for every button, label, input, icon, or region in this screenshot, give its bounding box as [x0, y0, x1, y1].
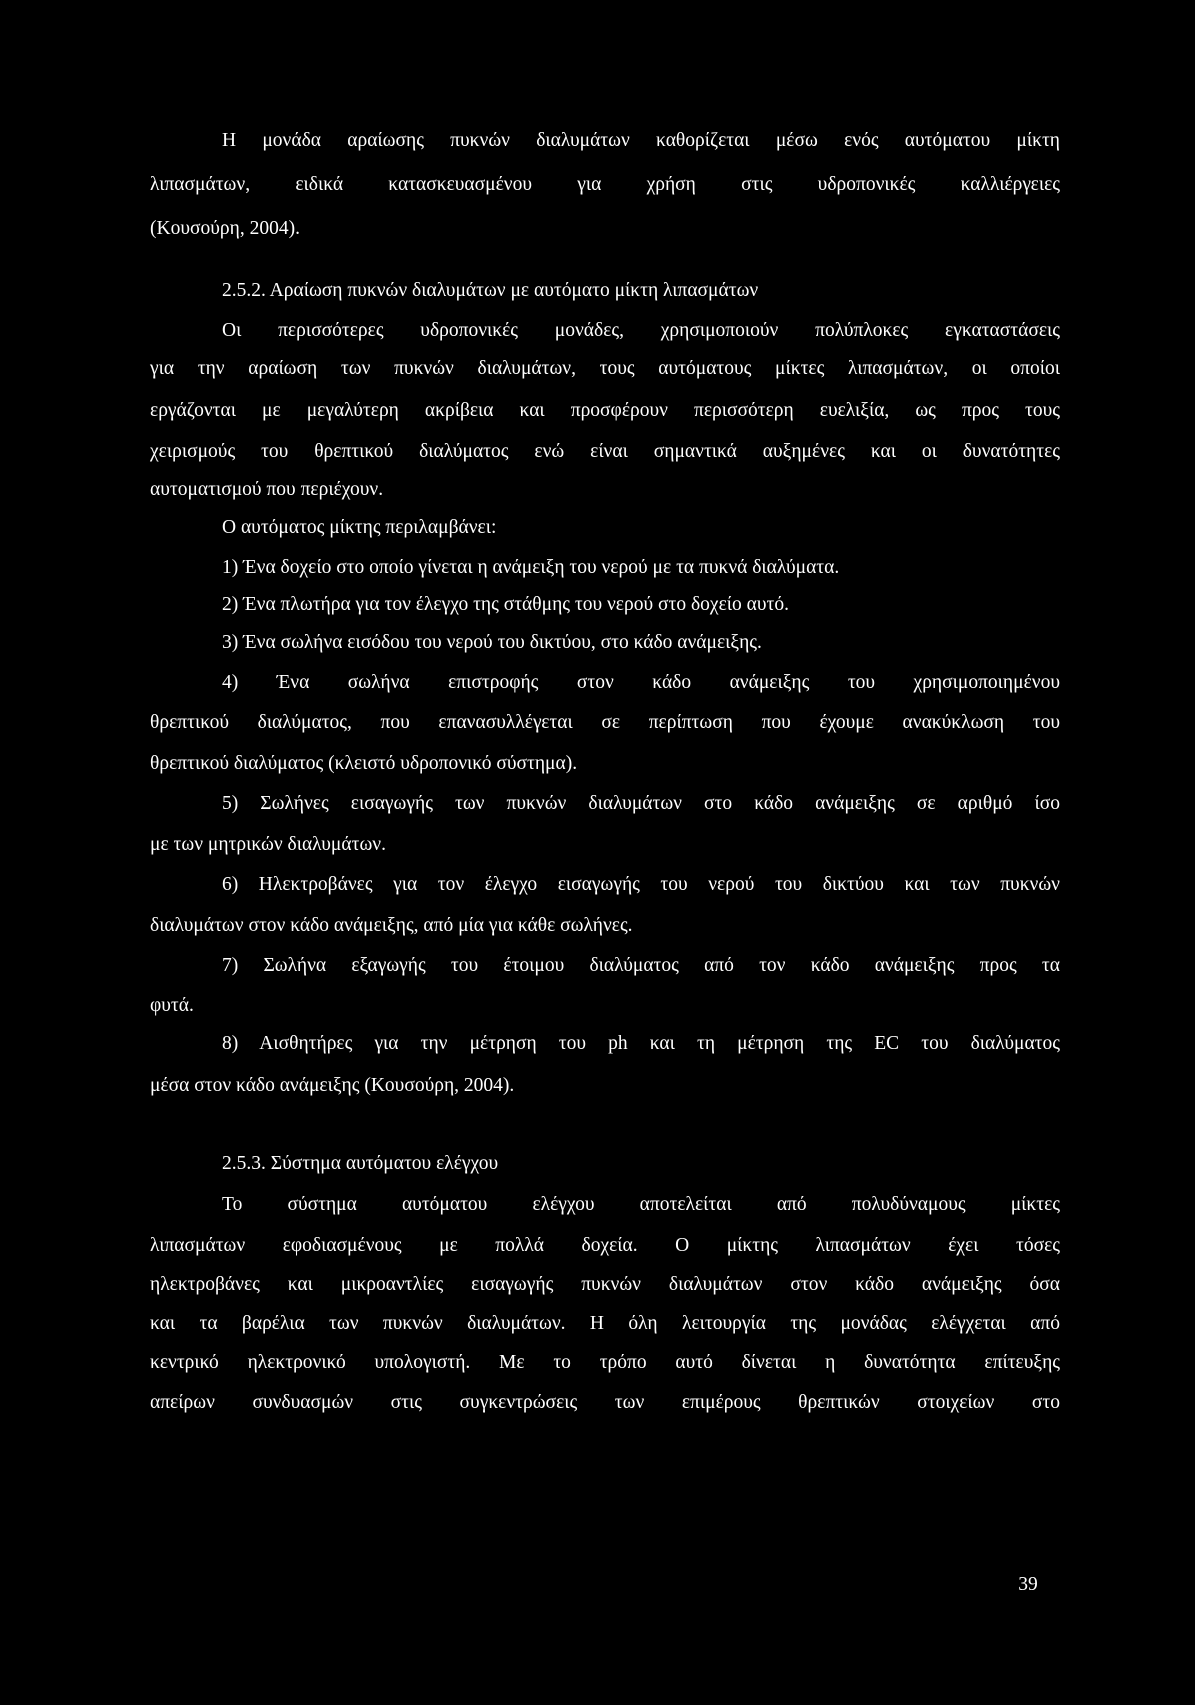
- list-item-7-cont: φυτά.: [150, 995, 194, 1016]
- paragraph-line: χειρισμούς του θρεπτικού διαλύματος ενώ είναι σημαντικά αυξημένες και οι δυνατότητες: [150, 441, 1060, 462]
- list-item-7: 7) Σωλήνα εξαγωγής του έτοιμου διαλύματος από τον κάδο ανάμειξης προς τα: [222, 955, 1060, 976]
- list-item-4: 4) Ένα σωλήνα επιστροφής στον κάδο ανάμειξης του χρησιμοποιημένου: [222, 672, 1060, 693]
- intro-line: λιπασμάτων, ειδικά κατασκευασμένου για χρήση στις υδροπονικές καλλιέργειες: [150, 174, 1060, 195]
- section-heading-2-5-3: 2.5.3. Σύστημα αυτόματου ελέγχου: [222, 1153, 499, 1174]
- paragraph-line: για την αραίωση των πυκνών διαλυμάτων, τους αυτόματους μίκτες λιπασμάτων, οι οποίοι: [150, 358, 1060, 379]
- paragraph-line: αυτοματισμού που περιέχουν.: [150, 479, 384, 500]
- paragraph-line: και τα βαρέλια των πυκνών διαλυμάτων. Η όλη λειτουργία της μονάδας ελέγχεται από: [150, 1313, 1060, 1334]
- list-item-2: 2) Ένα πλωτήρα για τον έλεγχο της στάθμης του νερού στο δοχείο αυτό.: [222, 594, 789, 615]
- list-intro: Ο αυτόματος μίκτης περιλαμβάνει:: [222, 517, 497, 538]
- paragraph-line: απείρων συνδυασμών στις συγκεντρώσεις των επιμέρους θρεπτικών στοιχείων στο: [150, 1392, 1060, 1413]
- paragraph-line: ηλεκτροβάνες και μικροαντλίες εισαγωγής πυκνών διαλυμάτων στον κάδο ανάμειξης όσα: [150, 1274, 1060, 1295]
- list-item-8-cont: μέσα στον κάδο ανάμειξης (Κουσούρη, 2004).: [150, 1075, 515, 1096]
- list-item-5-cont: με των μητρικών διαλυμάτων.: [150, 834, 386, 855]
- paragraph-line: Το σύστημα αυτόματου ελέγχου αποτελείται από πολυδύναμους μίκτες: [222, 1194, 1060, 1215]
- list-item-4-cont: θρεπτικού διαλύματος, που επανασυλλέγεται σε περίπτωση που έχουμε ανακύκλωση του: [150, 712, 1060, 733]
- list-item-8: 8) Αισθητήρες για την μέτρηση του ph και τη μέτρηση της EC του διαλύματος: [222, 1033, 1060, 1054]
- intro-line: Η μονάδα αραίωσης πυκνών διαλυμάτων καθορίζεται μέσω ενός αυτόματου μίκτη: [222, 130, 1060, 151]
- list-item-3: 3) Ένα σωλήνα εισόδου του νερού του δικτύου, στο κάδο ανάμειξης.: [222, 632, 762, 653]
- paragraph-line: κεντρικό ηλεκτρονικό υπολογιστή. Με το τρόπο αυτό δίνεται η δυνατότητα επίτευξης: [150, 1352, 1060, 1373]
- list-item-4-cont: θρεπτικού διαλύματος (κλειστό υδροπονικό σύστημα).: [150, 753, 578, 774]
- paragraph-line: εργάζονται με μεγαλύτερη ακρίβεια και προσφέρουν περισσότερη ευελιξία, ως προς τους: [150, 400, 1060, 421]
- paragraph-line: Οι περισσότερες υδροπονικές μονάδες, χρησιμοποιούν πολύπλοκες εγκαταστάσεις: [222, 320, 1060, 341]
- page-number: 39: [1018, 1574, 1038, 1595]
- list-item-6: 6) Ηλεκτροβάνες για τον έλεγχο εισαγωγής του νερού του δικτύου και των πυκνών: [222, 874, 1060, 895]
- section-heading-2-5-2: 2.5.2. Αραίωση πυκνών διαλυμάτων με αυτόματο μίκτη λιπασμάτων: [222, 280, 759, 301]
- paragraph-line: λιπασμάτων εφοδιασμένους με πολλά δοχεία. Ο μίκτης λιπασμάτων έχει τόσες: [150, 1235, 1060, 1256]
- list-item-5: 5) Σωλήνες εισαγωγής των πυκνών διαλυμάτων στο κάδο ανάμειξης σε αριθμό ίσο: [222, 793, 1060, 814]
- intro-line: (Κουσούρη, 2004).: [150, 218, 300, 239]
- list-item-6-cont: διαλυμάτων στον κάδο ανάμειξης, από μία για κάθε σωλήνες.: [150, 915, 633, 936]
- list-item-1: 1) Ένα δοχείο στο οποίο γίνεται η ανάμειξη του νερού με τα πυκνά διαλύματα.: [222, 557, 840, 578]
